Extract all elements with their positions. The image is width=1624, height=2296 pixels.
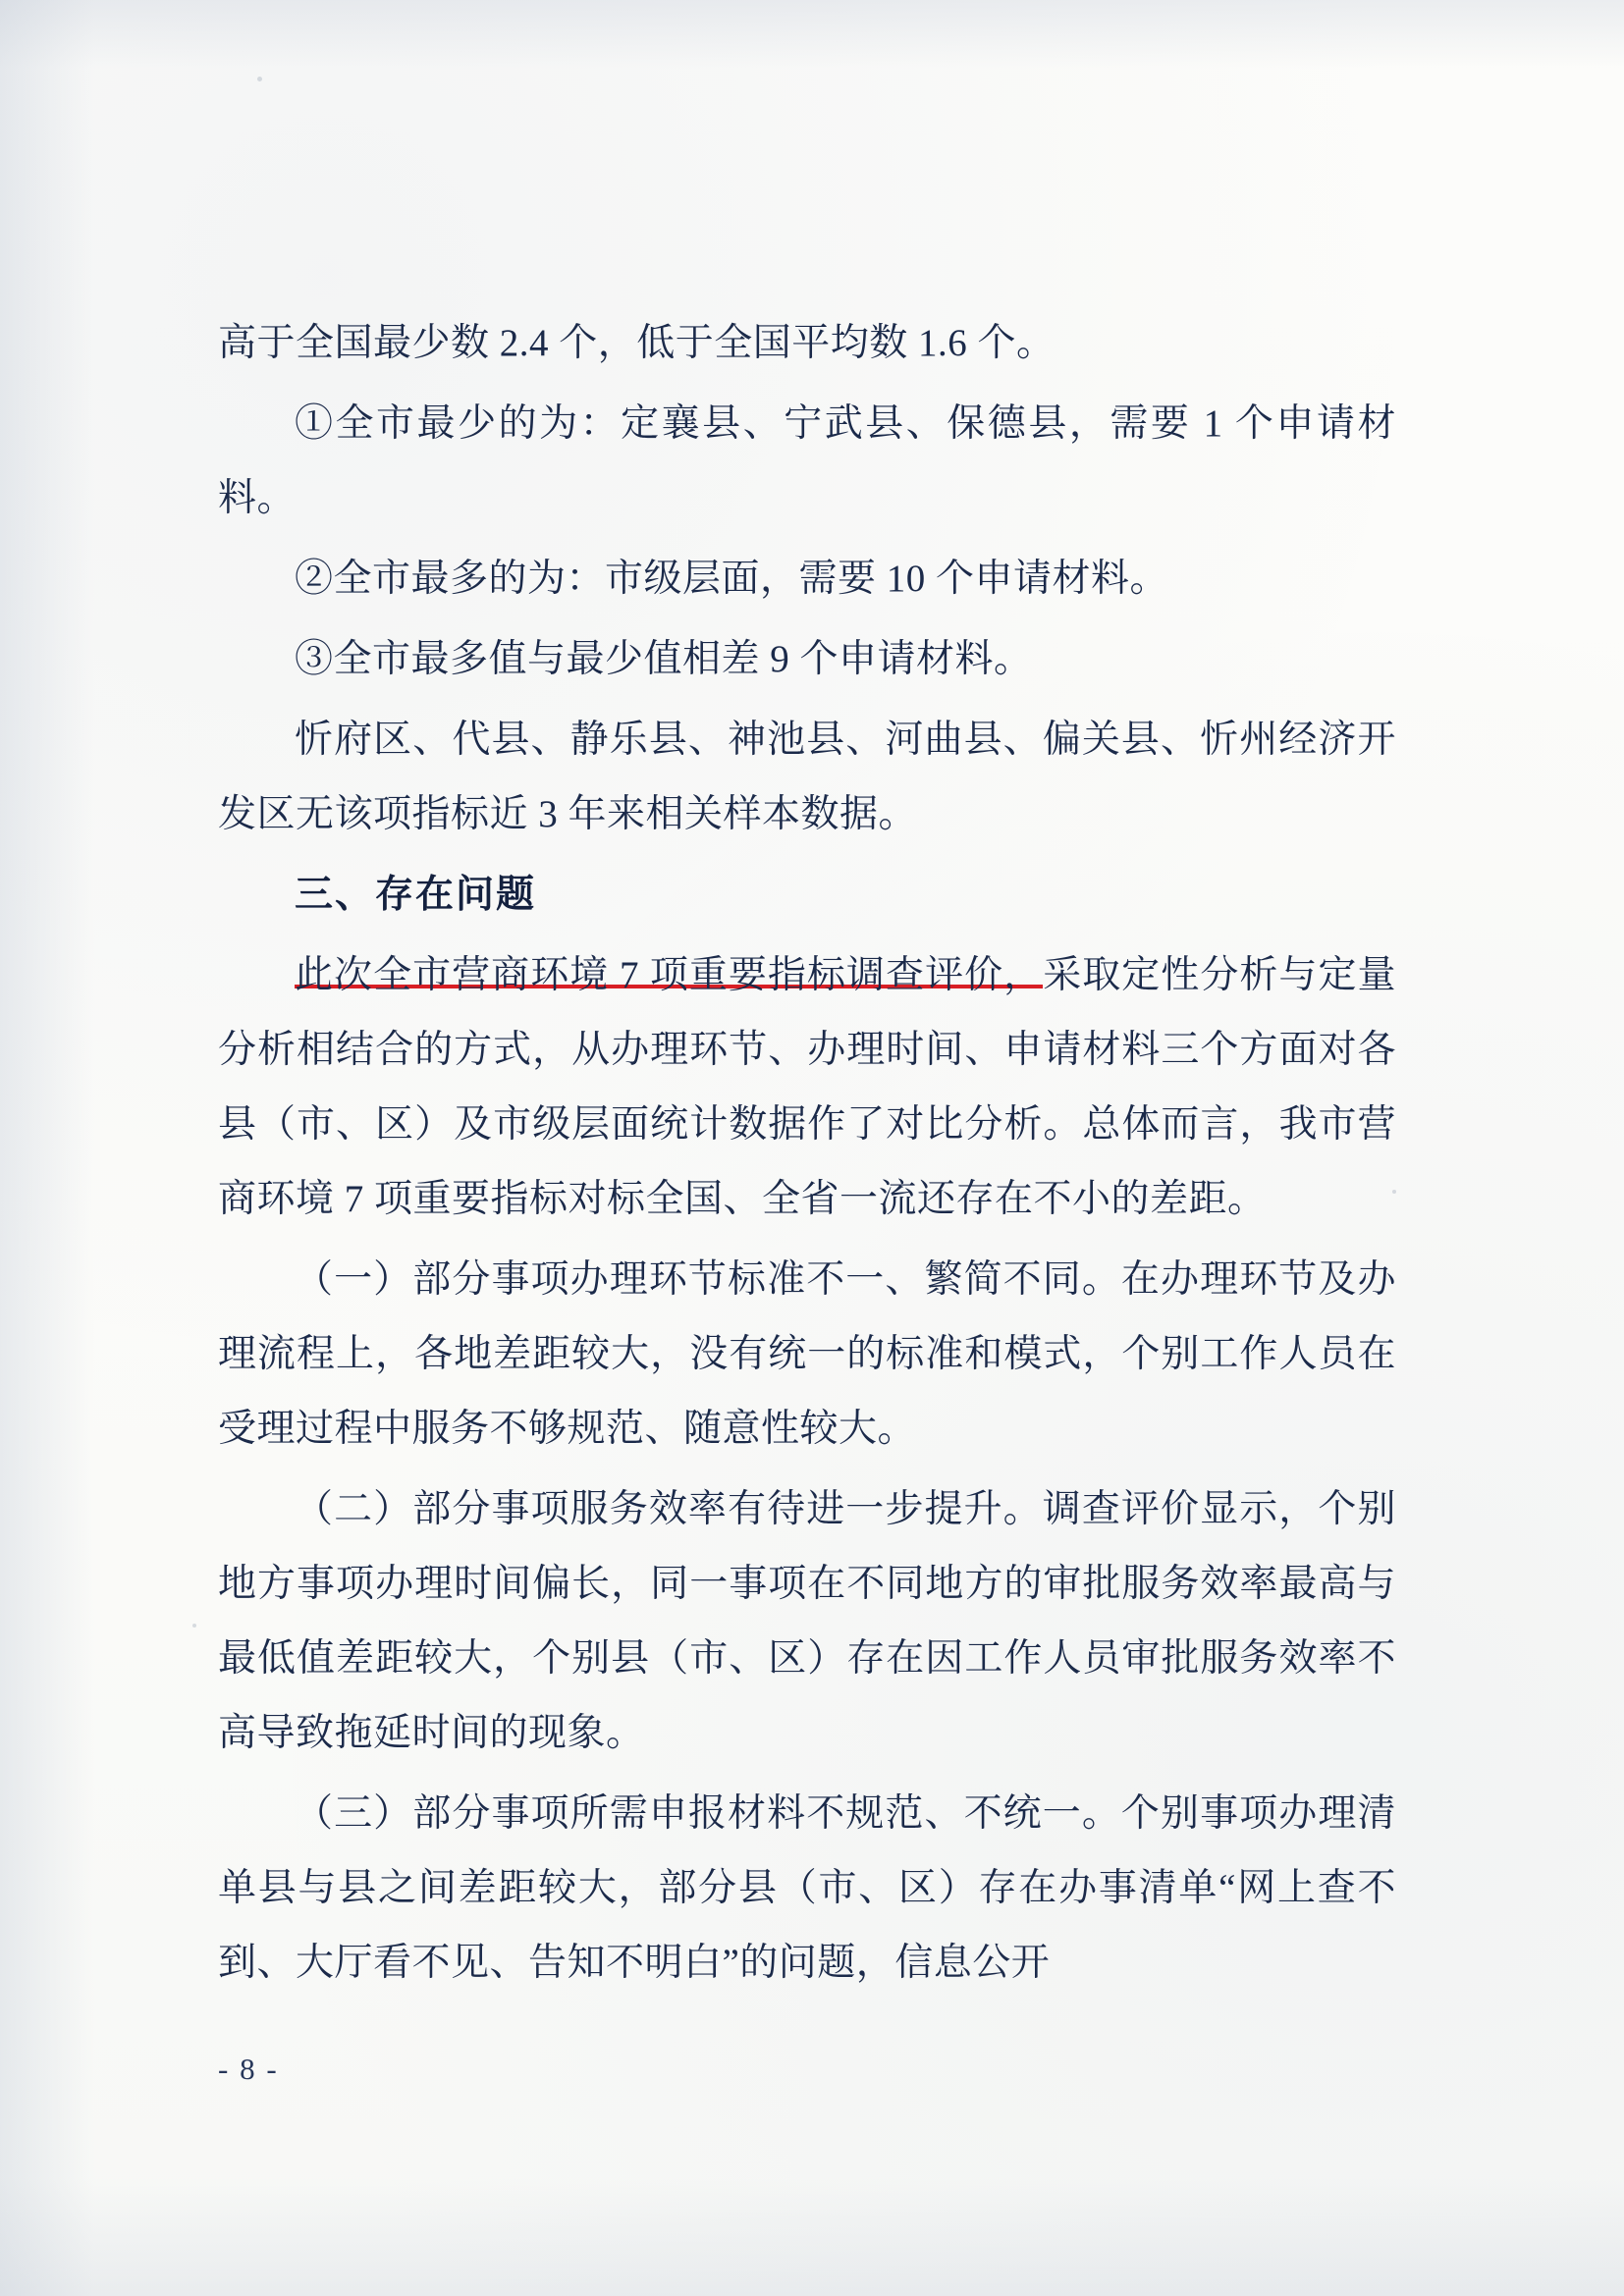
paragraph-problem-three: （三）部分事项所需申报材料不规范、不统一。个别事项办理清单县与县之间差距较大，部分县（市、区）存在办事清单“网上查不到、大厅看不见、告知不明白”的问题，信息公开: [218, 1792, 1396, 1984]
scan-speck: [257, 77, 262, 81]
paragraph-survey-method-rest: 采取定性分析与定量分析相结合的方式，从办理环节、办理时间、申请材料三个方面对各县（市、区）及市级层面统计数据作了对比分析。总体而言，我市营商环境 7 项重要指标对标全国、全省一流还存在不小的差距。: [218, 954, 1396, 1220]
page-number: - 8 -: [218, 2052, 279, 2086]
scan-shadow-bottom: [0, 2178, 1624, 2296]
paragraph-item-2: ②全市最多的为：市级层面，需要 10 个申请材料。: [295, 558, 1169, 600]
section-heading-existing-problems: 三、存在问题: [295, 874, 537, 916]
paragraph-item-3: ③全市最多值与最少值相差 9 个申请材料。: [295, 638, 1033, 680]
paragraph-item-1: ①全市最少的为：定襄县、宁武县、保德县，需要 1 个申请材料。: [218, 402, 1396, 519]
red-underline-annotation: 此次全市营商环境 7 项重要指标调查评价，: [295, 954, 1044, 996]
scan-speck: [192, 1624, 196, 1628]
document-body: [218, 306, 1396, 2006]
paragraph-intro: 高于全国最少数 2.4 个，低于全国平均数 1.6 个。: [218, 322, 1056, 364]
paragraph-no-sample-data: 忻府区、代县、静乐县、神池县、河曲县、偏关县、忻州经济开发区无该项指标近 3 年来相关样本数据。: [218, 719, 1396, 835]
paragraph-problem-two: （二）部分事项服务效率有待进一步提升。调查评价显示，个别地方事项办理时间偏长，同一事项在不同地方的审批服务效率最高与最低值差距较大，个别县（市、区）存在因工作人员审批服务效率不高导致拖延时间的现象。: [218, 1488, 1396, 1754]
scan-shadow-top: [0, 0, 1624, 69]
paragraph-survey-method: [218, 938, 1396, 1237]
scan-shadow-left: [0, 0, 94, 2296]
paragraph-problem-one: （一）部分事项办理环节标准不一、繁简不同。在办理环节及办理流程上，各地差距较大，没有统一的标准和模式，个别工作人员在受理过程中服务不够规范、随意性较大。: [218, 1258, 1396, 1450]
